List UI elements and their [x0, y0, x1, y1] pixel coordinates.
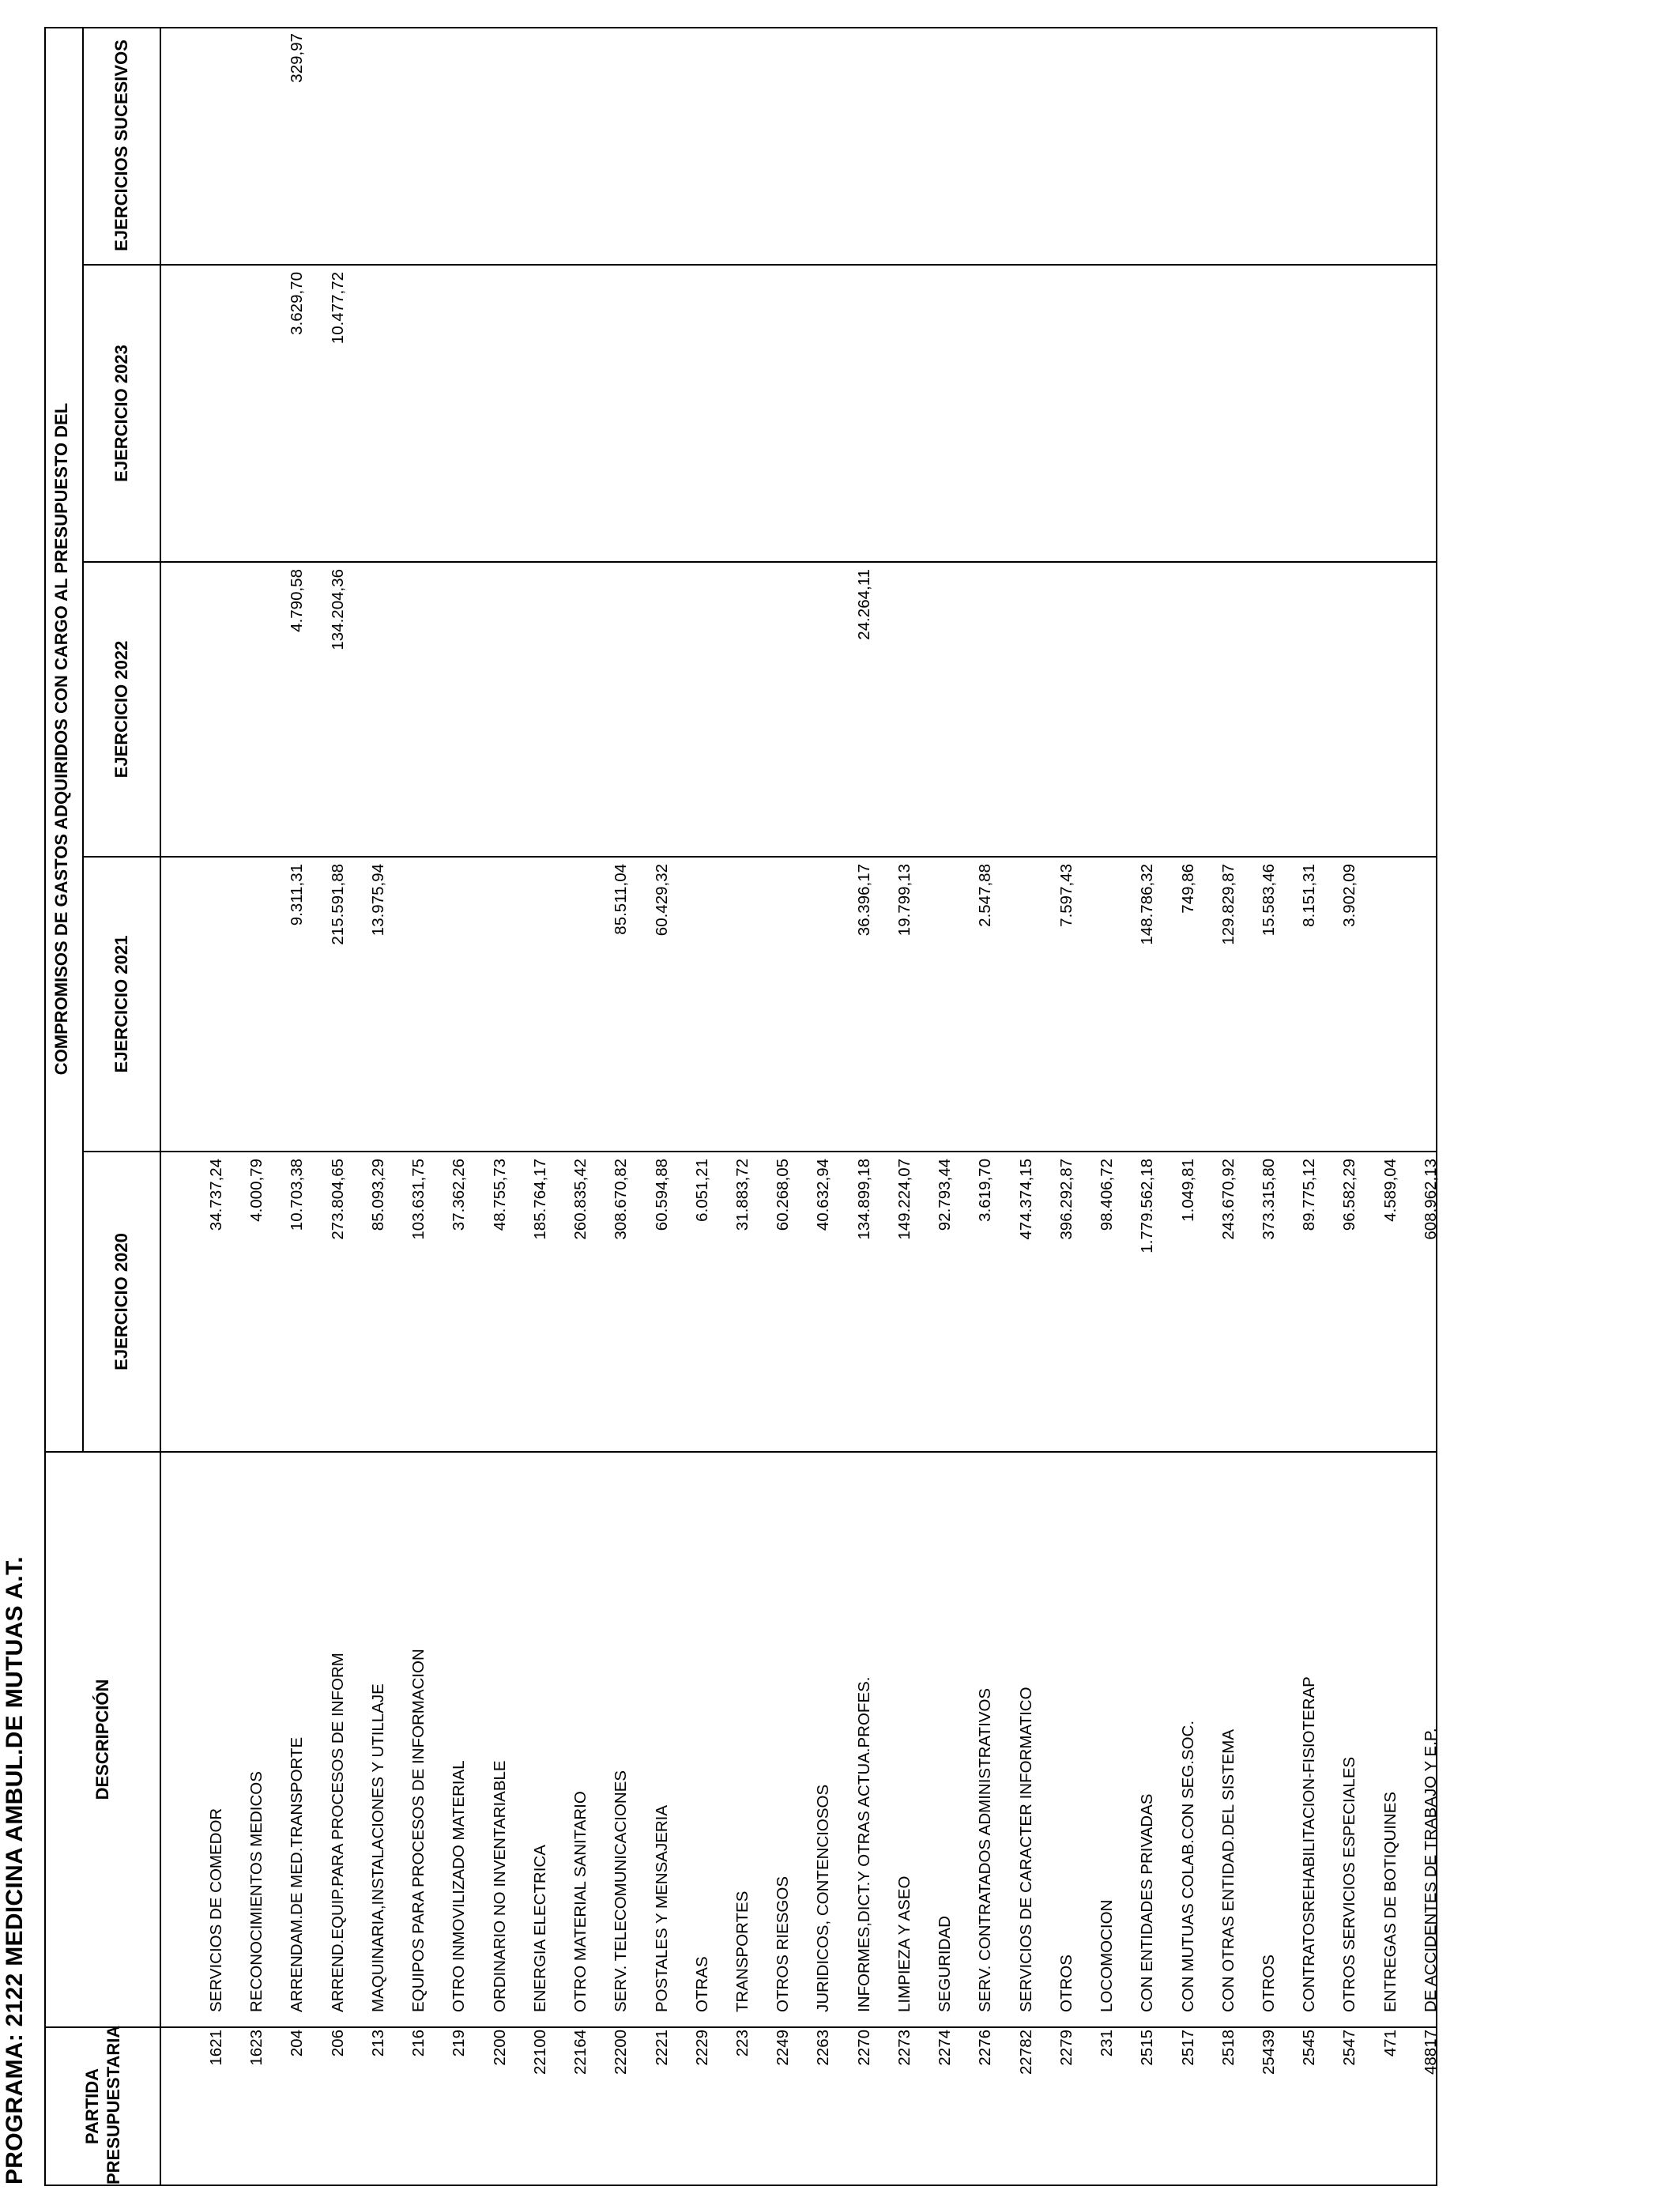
cell-partida: 2229	[692, 2030, 711, 2066]
cell-partida: 22200	[612, 2030, 631, 2075]
cell-partida: 2221	[652, 2030, 671, 2066]
cell-descripcion: TRANSPORTES	[733, 1891, 751, 2012]
cell-ejercicio-2020: 1.779.562,18	[1138, 1159, 1157, 1253]
cell-ejercicio-2023: 3.629,70	[288, 272, 307, 335]
cell-descripcion: EQUIPOS PARA PROCESOS DE INFORMACION	[409, 1649, 428, 2012]
cell-descripcion: MAQUINARIA,INSTALACIONES Y UTILLAJE	[368, 1683, 387, 2012]
cell-ejercicio-2021: 13.975,94	[368, 864, 387, 937]
cell-descripcion: JURIDICOS, CONTENCIOSOS	[814, 1784, 833, 2012]
cell-descripcion: SERVICIOS DE CARACTER INFORMATICO	[1016, 1687, 1035, 2012]
header-ejercicio-2022: EJERCICIO 2022	[111, 640, 131, 778]
cell-partida: 2276	[976, 2030, 995, 2066]
cell-partida: 1623	[247, 2030, 266, 2066]
cell-descripcion: DE ACCIDENTES DE TRABAJO Y E.P.	[1421, 1728, 1440, 2012]
cell-descripcion: ENTREGAS DE BOTIQUINES	[1381, 1791, 1399, 2012]
cell-partida: 471	[1381, 2030, 1399, 2057]
cell-ejercicio-2021: 60.429,32	[652, 864, 671, 937]
cell-descripcion: ARRENDAM.DE MED.TRANSPORTE	[288, 1736, 307, 2012]
cell-partida: 213	[368, 2030, 387, 2057]
col-divider-partida	[44, 2026, 1437, 2028]
cell-ejercicio-2021: 129.829,87	[1219, 864, 1237, 945]
group-header-divider	[82, 27, 84, 1453]
cell-ejercicio-2020: 37.362,26	[450, 1159, 469, 1231]
header-partida	[81, 2025, 124, 2185]
cell-partida: 25439	[1259, 2030, 1278, 2075]
cell-ejercicio-2022: 134.204,36	[328, 569, 347, 650]
cell-ejercicio-2021: 148.786,32	[1138, 864, 1157, 945]
cell-descripcion: OTRO INMOVILIZADO MATERIAL	[450, 1760, 469, 2012]
cell-ejercicio-2020: 273.804,65	[328, 1159, 347, 1240]
cell-ejercicio-2020: 260.835,42	[571, 1159, 590, 1240]
cell-partida: 22100	[530, 2030, 549, 2075]
cell-ejercicio-2020: 1.049,81	[1178, 1159, 1197, 1222]
cell-partida: 223	[733, 2030, 751, 2057]
header-descripcion: DESCRIPCIÓN	[92, 1679, 112, 1800]
cell-partida: 216	[409, 2030, 428, 2057]
cell-partida: 2249	[774, 2030, 793, 2066]
cell-partida: 2200	[490, 2030, 509, 2066]
cell-partida: 2263	[814, 2030, 833, 2066]
cell-ejercicio-2020: 6.051,21	[692, 1159, 711, 1222]
cell-partida: 2545	[1300, 2030, 1319, 2066]
cell-ejercicio-2020: 31.883,72	[733, 1159, 751, 1231]
cell-ejercicio-2023: 10.477,72	[328, 272, 347, 345]
cell-descripcion: OTRO MATERIAL SANITARIO	[571, 1791, 590, 2012]
cell-ejercicio-2021: 15.583,46	[1259, 864, 1278, 937]
cell-descripcion: SEGURIDAD	[936, 1916, 955, 2012]
cell-partida: 2547	[1340, 2030, 1359, 2066]
cell-ejercicio-2020: 40.632,94	[814, 1159, 833, 1231]
cell-ejercicio-2021: 19.799,13	[895, 864, 913, 937]
cell-ejercicio-2020: 4.000,79	[247, 1159, 266, 1222]
cell-ejercicio-2020: 4.589,04	[1381, 1159, 1399, 1222]
cell-partida: 2273	[895, 2030, 913, 2066]
cell-ejercicio-2020: 373.315,80	[1259, 1159, 1278, 1240]
cell-partida: 2517	[1178, 2030, 1197, 2066]
header-ejercicios-sucesivos: EJERCICIOS SUCESIVOS	[111, 40, 131, 251]
header-ejercicio-2020: EJERCICIO 2020	[111, 1233, 131, 1370]
col-divider-2021	[82, 856, 1437, 858]
cell-descripcion: CON MUTUAS COLAB.CON SEG.SOC.	[1178, 1720, 1197, 2012]
cell-ejercicio-2020: 96.582,29	[1340, 1159, 1359, 1231]
cell-descripcion: POSTALES Y MENSAJERIA	[652, 1804, 671, 2012]
cell-ejercicio-2020: 134.899,18	[854, 1159, 873, 1240]
cell-ejercicio-2021: 2.547,88	[976, 864, 995, 927]
cell-ejercicio-2020: 89.775,12	[1300, 1159, 1319, 1231]
cell-descripcion: CONTRATOSREHABILITACION-FISIOTERAP	[1300, 1676, 1319, 2012]
cell-descripcion: SERV. TELECOMUNICACIONES	[612, 1770, 631, 2012]
cell-ejercicio-2020: 92.793,44	[936, 1159, 955, 1231]
cell-ejercicio-2020: 34.737,24	[207, 1159, 225, 1231]
col-divider-2020	[82, 1151, 1437, 1152]
cell-partida: 2515	[1138, 2030, 1157, 2066]
cell-ejercicio-2020: 396.292,87	[1057, 1159, 1075, 1240]
cell-partida: 1621	[207, 2030, 225, 2066]
cell-ejercicio-2020: 474.374,15	[1016, 1159, 1035, 1240]
cell-ejercicio-2021: 9.311,31	[288, 864, 307, 926]
cell-partida: 2270	[854, 2030, 873, 2066]
cell-ejercicio-2022: 24.264,11	[854, 569, 873, 640]
cell-partida: 2518	[1219, 2030, 1237, 2066]
cell-partida: 204	[288, 2030, 307, 2057]
cell-ejercicio-2020: 185.764,17	[530, 1159, 549, 1240]
cell-descripcion: CON ENTIDADES PRIVADAS	[1138, 1793, 1157, 2012]
cell-descripcion: CON OTRAS ENTIDAD.DEL SISTEMA	[1219, 1728, 1237, 2012]
cell-ejercicio-2021: 36.396,17	[854, 864, 873, 937]
cell-descripcion: RECONOCIMIENTOS MEDICOS	[247, 1771, 266, 2012]
cell-ejercicio-2020: 243.670,92	[1219, 1159, 1237, 1240]
header-ejercicio-2023: EJERCICIO 2023	[111, 345, 131, 482]
cell-partida: 2279	[1057, 2030, 1075, 2066]
cell-ejercicio-2020: 60.268,05	[774, 1159, 793, 1231]
header-group: COMPROMISOS DE GASTOS ADQUIRIDOS CON CARGO AL PRESUPUESTO DEL	[51, 402, 71, 1076]
cell-ejercicio-2020: 3.619,70	[976, 1159, 995, 1222]
cell-ejercicio-2020: 85.093,29	[368, 1159, 387, 1231]
cell-descripcion: ENERGIA ELECTRICA	[530, 1845, 549, 2012]
cell-ejercicio-2020: 48.755,73	[490, 1159, 509, 1231]
cell-ejercicio-2020: 10.703,38	[288, 1159, 307, 1231]
cell-ejercicio-2021: 3.902,09	[1340, 864, 1359, 927]
cell-descripcion: OTROS RIESGOS	[774, 1876, 793, 2012]
cell-descripcion: LIMPIEZA Y ASEO	[895, 1875, 913, 2012]
cell-descripcion: SERV. CONTRATADOS ADMINISTRATIVOS	[976, 1687, 995, 2012]
cell-partida: 22782	[1016, 2030, 1035, 2075]
page-title: PROGRAMA: 2122 MEDICINA AMBUL.DE MUTUAS A.T.	[2, 1556, 28, 2185]
cell-descripcion: OTROS	[1057, 1955, 1075, 2012]
cell-ejercicio-2021: 8.151,31	[1300, 864, 1319, 927]
header-ejercicio-2021: EJERCICIO 2021	[111, 935, 131, 1073]
cell-partida: 219	[450, 2030, 469, 2057]
cell-descripcion: ORDINARIO NO INVENTARIABLE	[490, 1760, 509, 2012]
cell-partida: 231	[1098, 2030, 1117, 2057]
cell-descripcion: OTRAS	[692, 1956, 711, 2012]
cell-partida: 2274	[936, 2030, 955, 2066]
cell-ejercicio-2020: 149.224,07	[895, 1159, 913, 1240]
cell-ejercicio-2020: 103.631,75	[409, 1159, 428, 1240]
col-divider-2022	[82, 561, 1437, 563]
cell-ejercicio-2021: 215.591,88	[328, 864, 347, 945]
header-partida-line1: PARTIDA	[82, 2068, 102, 2145]
cell-ejercicio-2020: 60.594,88	[652, 1159, 671, 1231]
cell-ejercicio-2020: 608.962,13	[1421, 1159, 1440, 1240]
cell-descripcion: INFORMES,DICT.Y OTRAS ACTUA.PROFES.	[854, 1676, 873, 2012]
cell-ejercicio-2020: 98.406,72	[1098, 1159, 1117, 1231]
header-bottom-line	[160, 27, 161, 2186]
cell-ejercicio-2021: 85.511,04	[612, 864, 631, 935]
col-divider-2023	[82, 264, 1437, 266]
cell-ejercicios-sucesivos: 329,97	[288, 33, 307, 83]
cell-descripcion: OTROS	[1259, 1955, 1278, 2012]
col-divider-descripcion	[44, 1451, 1437, 1453]
header-partida-line2: PRESUPUESTARIA	[104, 2025, 123, 2185]
cell-descripcion: ARREND.EQUIP.PARA PROCESOS DE INFORM	[328, 1653, 347, 2012]
cell-ejercicio-2022: 4.790,58	[288, 569, 307, 632]
cell-partida: 206	[328, 2030, 347, 2057]
cell-ejercicio-2021: 7.597,43	[1057, 864, 1075, 927]
cell-descripcion: OTROS SERVICIOS ESPECIALES	[1340, 1756, 1359, 2012]
cell-descripcion: SERVICIOS DE COMEDOR	[207, 1808, 225, 2012]
cell-ejercicio-2020: 308.670,82	[612, 1159, 631, 1240]
cell-ejercicio-2021: 749,86	[1178, 864, 1197, 914]
cell-partida: 48817	[1421, 2030, 1440, 2075]
cell-descripcion: LOCOMOCION	[1098, 1899, 1117, 2012]
cell-partida: 22164	[571, 2030, 590, 2075]
